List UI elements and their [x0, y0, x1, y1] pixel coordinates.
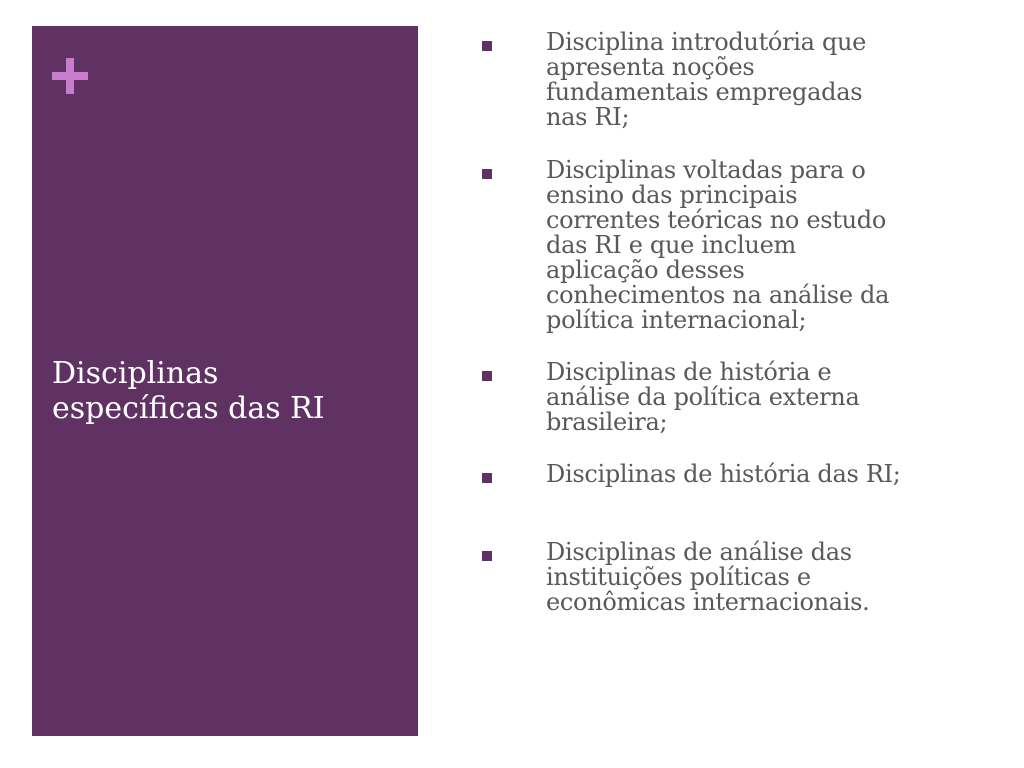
bullet-line: econômicas internacionais. [546, 588, 870, 616]
slide-title-line: Disciplinas [52, 356, 219, 391]
bullet-text [546, 30, 976, 130]
bullet-line: conhecimentos na análise da [546, 281, 890, 309]
square-bullet-icon [482, 169, 492, 179]
bullet-line: instituições políticas e [546, 563, 811, 591]
bullet-line: política internacional; [546, 306, 807, 334]
bullet-text [546, 360, 976, 435]
bullet-line: correntes teóricas no estudo [546, 206, 886, 234]
bullet-line: fundamentais empregadas [546, 78, 863, 106]
bullet-line: das RI e que incluem [546, 231, 796, 259]
bullet-line: aplicação desses [546, 256, 745, 284]
slide-title-line: específicas das RI [52, 391, 325, 426]
square-bullet-icon [482, 551, 492, 561]
title-panel [32, 26, 418, 736]
bullet-line: ensino das principais [546, 181, 798, 209]
square-bullet-icon [482, 473, 492, 483]
slide-title [52, 356, 402, 426]
bullet-line: brasileira; [546, 408, 668, 436]
bullet-line: apresenta noções [546, 53, 755, 81]
bullet-line: nas RI; [546, 103, 630, 131]
bullet-line: Disciplina introdutória que [546, 28, 867, 56]
bullet-line: Disciplinas voltadas para o [546, 156, 866, 184]
square-bullet-icon [482, 41, 492, 51]
bullet-line: Disciplinas de história das RI; [546, 460, 901, 488]
bullet-line: análise da política externa [546, 383, 860, 411]
bullet-line: Disciplinas de história e [546, 358, 832, 386]
plus-icon [52, 58, 88, 94]
bullet-text [546, 540, 976, 615]
bullet-text [546, 462, 976, 487]
bullet-text [546, 158, 976, 333]
square-bullet-icon [482, 371, 492, 381]
bullet-line: Disciplinas de análise das [546, 538, 852, 566]
